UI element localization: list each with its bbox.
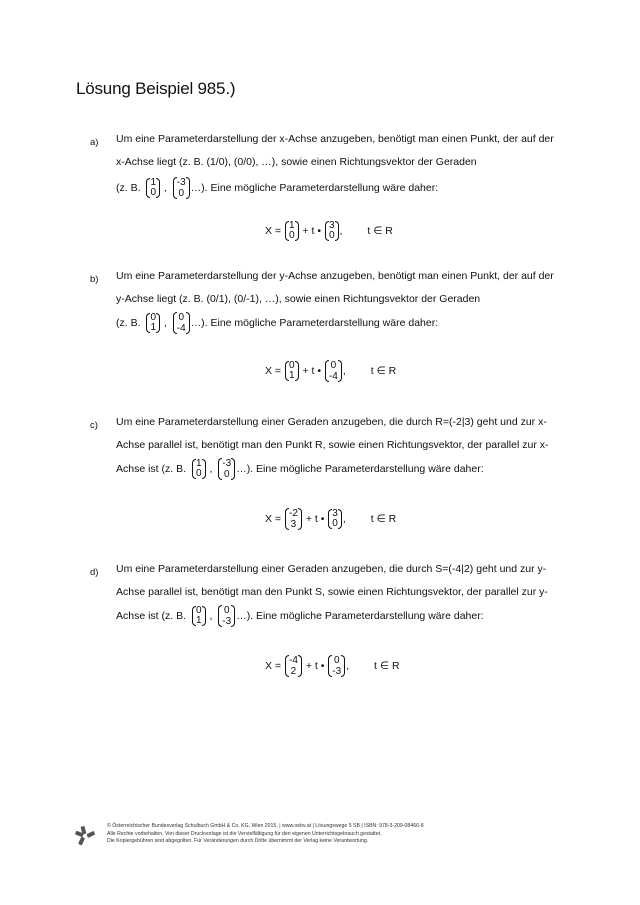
example-vector-1: 1 0 [146,178,160,198]
direction-vector: 0 -3 [328,655,345,677]
example-vector-1: 0 1 [146,313,160,333]
direction-vector: 0 -4 [325,360,342,382]
parameter-domain: t ∈ R [374,659,400,672]
page-title: Lösung Beispiel 985.) [76,79,236,98]
parameter-domain: t ∈ R [367,224,393,237]
item-text-line-1: Um eine Parameterdarstellung der y-Achse anzugeben, benötigt man einen Punkt, der auf der [116,270,554,282]
item-text-line-2: y-Achse liegt (z. B. (0/1), (0/-1), …), sowie einen Richtungsvektor der Geraden [116,293,481,305]
example-vector-2: 0 -3 [218,605,235,627]
item-text-line-2: Achse parallel ist, benötigt man den Punkt S, sowie einen Richtungsvektor, der parallel zur y- [116,586,548,598]
point-vector: -4 2 [285,655,302,677]
direction-vector: 3 0 [328,509,342,529]
formula-d: X = -4 2 + t • 0 -3 , t ∈ R [265,655,400,677]
item-text-line-2: Achse parallel ist, benötigt man den Punkt R, sowie einen Richtungsvektor, der parallel zur x- [116,439,549,451]
item-text-line-1: Um eine Parameterdarstellung der x-Achse anzugeben, benötigt man einen Punkt, der auf der [116,133,554,145]
item-text-line-2: x-Achse liegt (z. B. (1/0), (0/0), …), sowie einen Richtungsvektor der Geraden [116,156,477,168]
formula-c: X = -2 3 + t • 3 0 , t ∈ R [265,508,397,530]
footer-line: Alle Rechte vorbehalten. Von dieser Druckvorlage ist die Vervielfältigung für den eigenen Unterrichtsgebrauch gestattet. [107,830,382,837]
item-text-line-1: Um eine Parameterdarstellung einer Geraden anzugeben, die durch R=(-2|3) geht und zur x- [116,416,547,428]
item-text-line-3: (z. B. 1 0 , -3 0 …). Eine mögliche Parameterdarstellung wäre daher: [116,177,439,199]
item-text-line-3: Achse ist (z. B. 1 0 , -3 0 …). Eine mögliche Parameterdarstellung wäre daher: [116,458,484,480]
item-letter: b) [90,274,99,285]
item-letter: c) [90,420,98,431]
item-text-line-3: (z. B. 0 1 , 0 -4 …). Eine mögliche Parameterdarstellung wäre daher: [116,312,439,334]
footer-line: © Österreichischer Bundesverlag Schulbuch GmbH & Co. KG, Wien 2015. | www.oebv.at | Lösungswege 5 SB | ISBN: 978-3-209-08466-8 [107,823,424,829]
example-vector-2: -3 0 [173,177,190,199]
item-letter: a) [90,137,99,148]
point-vector: -2 3 [285,508,302,530]
formula-b: X = 0 1 + t • 0 -4 , t ∈ R [265,360,397,382]
parameter-domain: t ∈ R [370,364,397,377]
example-vector-2: -3 0 [218,458,235,480]
formula-a: X = 1 0 + t • 3 0 , t ∈ R [265,220,393,241]
example-vector-1: 0 1 [192,606,206,626]
item-text-line-3: Achse ist (z. B. 0 1 , 0 -3 …). Eine mögliche Parameterdarstellung wäre daher: [116,605,484,627]
direction-vector: 3 0 [325,221,339,241]
parameter-domain: t ∈ R [370,512,397,525]
point-vector: 0 1 [285,361,299,381]
example-vector-1: 1 0 [192,459,206,479]
footer-legal [107,823,587,846]
item-letter: d) [90,567,99,578]
item-text-line-1: Um eine Parameterdarstellung einer Geraden anzugeben, die durch S=(-4|2) geht und zur y- [116,563,547,575]
example-vector-2: 0 -4 [173,312,190,334]
point-vector: 1 0 [285,221,299,241]
footer-line: Die Kopiergebühren sind abgegolten. Für Veränderungen durch Dritte übernimmt der Verlag keine Verantwortung. [107,838,369,844]
publisher-logo-icon [74,825,96,847]
